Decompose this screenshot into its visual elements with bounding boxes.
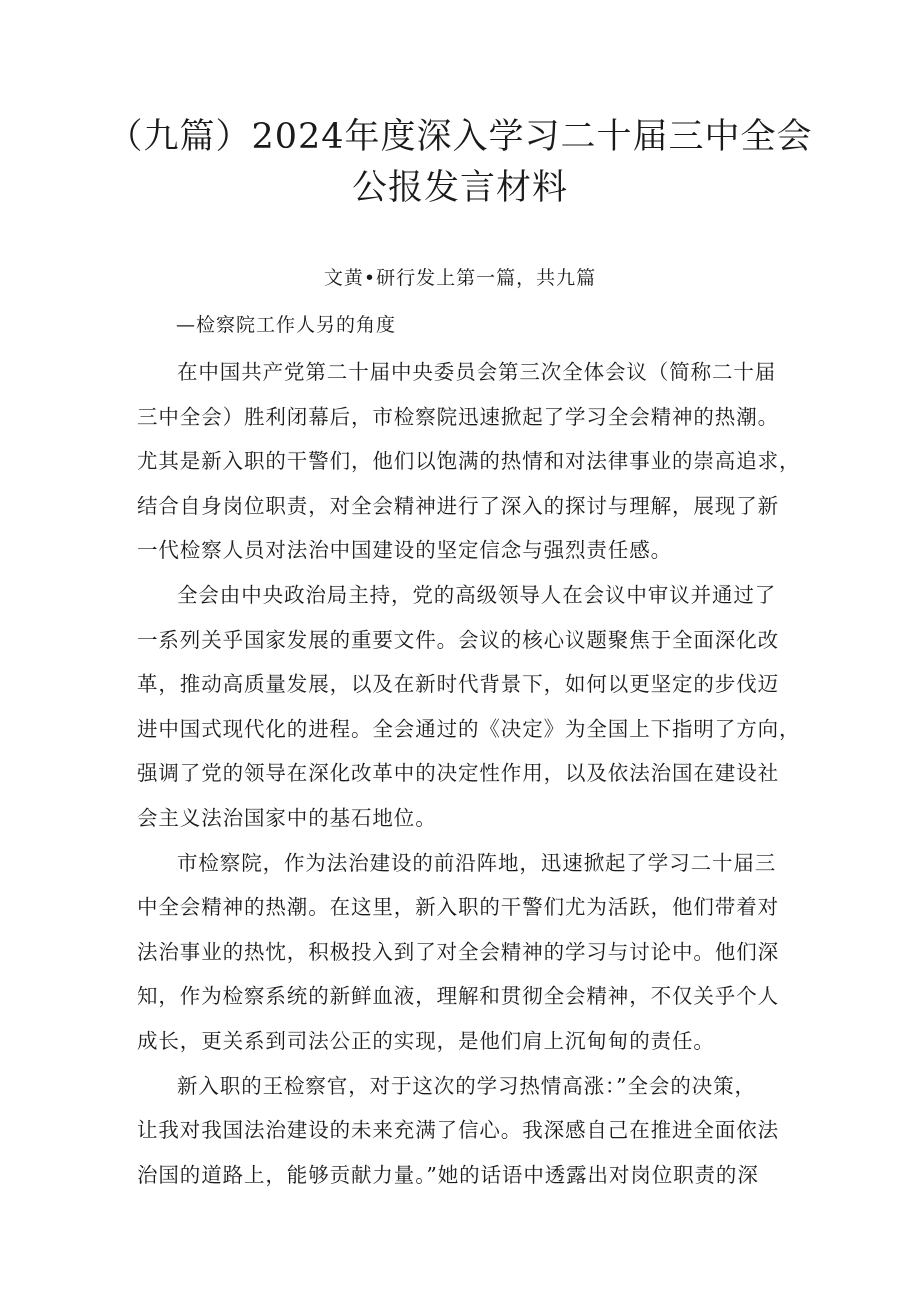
paragraph-2-line-6: 会主义法治国家中的基石地位。 — [137, 805, 437, 830]
paragraph-2-line-1: 全会由中央政治局主持，党的高级领导人在会议中审议并通过了 — [177, 582, 777, 607]
title-line-2: 公报发言材料 — [351, 168, 568, 208]
byline: 文黄•研行发上第一篇，共九篇 — [323, 267, 597, 289]
paragraph-3-line-2: 中全会精神的热潮。在这里，新入职的干警们尤为活跃，他们带着对 — [137, 895, 779, 920]
paragraph-2-line-3: 革，推动高质量发展，以及在新时代背景下，如何以更坚定的步伐迈 — [137, 672, 779, 697]
paragraph-3-line-5: 成长，更关系到司法公正的实现，是他们肩上沉甸甸的责任。 — [137, 1028, 715, 1053]
paragraph-1-line-1: 在中国共产党第二十届中央委员会第三次全体会议（简称二十届 — [177, 360, 777, 384]
paragraph-1-line-2: 三中全会）胜利闭幕后，市检察院迅速掀起了学习全会精神的热潮。 — [137, 404, 779, 429]
paragraph-1-line-5: 一代检察人员对法治中国建设的坚定信念与强烈责任感。 — [137, 538, 672, 563]
document-title — [60, 112, 860, 214]
paragraph-3-line-1: 市检察院，作为法治建设的前沿阵地，迅速掀起了学习二十届三 — [177, 850, 777, 875]
paragraph-3-line-4: 知，作为检察系统的新鲜血液，理解和贯彻全会精神，不仅关乎个人 — [137, 984, 779, 1009]
paragraph-2-line-4: 进中国式现代化的进程。全会通过的《决定》为全国上下指明了方向， — [137, 716, 801, 741]
paragraph-2-line-5: 强调了党的领导在深化改革中的决定性作用，以及依法治国在建设社 — [137, 761, 779, 786]
body-text — [137, 350, 799, 1197]
paragraph-3-line-3: 法治事业的热忱，积极投入到了对全会精神的学习与讨论中。他们深 — [137, 939, 779, 964]
paragraph-1-line-3: 尤其是新入职的干警们，他们以饱满的热情和对法律事业的崇高追求， — [137, 449, 801, 474]
paragraph-2-line-2: 一系列关乎国家发展的重要文件。会议的核心议题聚焦于全面深化改 — [137, 627, 779, 652]
title-line-1: （九篇）2024年度深入学习二十届三中全会 — [107, 117, 813, 157]
subtitle: —检察院工作人另的角度 — [176, 314, 397, 336]
paragraph-1-line-4: 结合自身岗位职责，对全会精神进行了深入的探讨与理解，展现了新 — [137, 493, 779, 518]
paragraph-4-line-3: 治国的道路上，能够贡献力量。”她的话语中透露出对岗位职责的深 — [137, 1162, 759, 1187]
paragraph-4-line-2: 让我对我国法治建设的未来充满了信心。我深感自己在推进全面依法 — [137, 1118, 779, 1143]
paragraph-4-line-1: 新入职的王检察官，对于这次的学习热情高涨：”全会的决策， — [177, 1073, 756, 1098]
